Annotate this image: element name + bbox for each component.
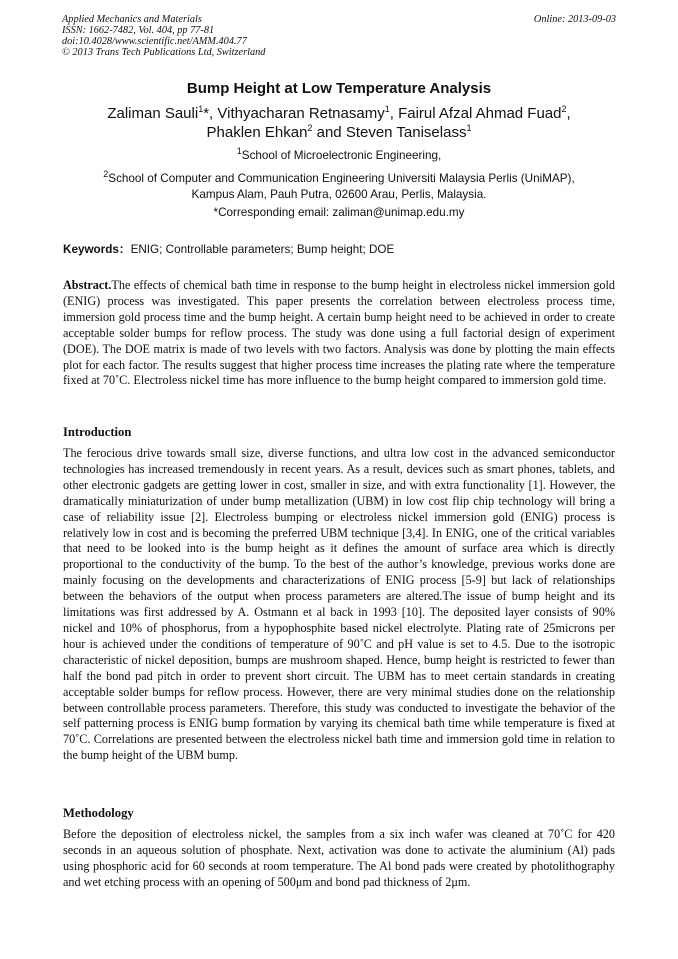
introduction-paragraph: The ferocious drive towards small size, diverse functions, and ultra low cost in the advanced semiconductor technologies has increased tremendously in recent years. As a result, devices such as smart phones, tablets, and other electronic gadgets are getting lower in cost, smaller in size, and with extra functionality [1]. However, the dramatically miniaturization of under bump metallization (UBM) in low cost flip chip technology will bring a case of reliability issue [2]. Electroless bumping or electroless nickel immersion gold (ENIG) process is relatively low in cost and is becoming the preferred UBM technique [3,4]. In ENIG, one of the critical variables that need to be looked into is the bump height as it defines the amount of surface area which is directly proportional to the conductivity of the bump. To the best of the author’s knowledge, previous works done are mainly focusing on the developments and characterizations of ENIG process [5-9] but lack of relationships between the behaviors of the output when process parameters are altered.The issue of bump height and its limitations was first addressed by A. Ostmann et al back in 1993 [10]. The deposited layer consists of 90% nickel and 10% of phosphorus, from a hypophosphite based nickel electrolyte. Plating rate of 25microns per hour is achieved under the conditions of temperature of 90˚C and pH value is set to 4.5. Due to the isotropic characteristic of nickel deposition, bumps are mushroom shaped. Hence, bump height is restricted to fewer than half the bond pad pitch in order to prevent short circuit. The UBM has to meet certain standards in creating acceptable solder bumps for reflow process. However, there are very minimal studies done on the relationship between controllable process parameters. Therefore, this study was conducted to investigate the behavior of the self patterning process is ENIG bump formation by varying its chemical bath time while temperature is fixed at 70˚C. Correlations are presented between the electroless nickel bath time and immersion gold time in relation to the bump height of the UBM bump. [63,446,615,763]
affiliation-2 [40,171,638,203]
corresponding-marker: *, [203,105,218,122]
author-separator: , [566,105,571,122]
author-name: Fairul Afzal Ahmad Fuad [398,105,562,122]
keywords-text: ENIG; Controllable parameters; Bump height; DOE [130,243,395,256]
affiliation-text: School of Computer and Communication Engineering Universiti Malaysia Perlis (UniMAP), [108,172,575,185]
author-list [40,104,638,142]
author-separator: and [312,124,346,141]
online-date: Online: 2013-09-03 [533,14,616,25]
corresponding-email: *Corresponding email: zaliman@unimap.edu.my [213,206,465,219]
affiliation-marker: 2 [103,169,109,180]
journal-issn: ISSN: 1662-7482, Vol. 404, pp 77-81 [62,25,215,36]
paper-title: Bump Height at Low Temperature Analysis [186,80,492,97]
section-heading-introduction: Introduction [63,425,132,439]
affiliation-marker: 1 [198,104,204,114]
affiliation-marker: 1 [384,104,390,114]
keywords-colon: ： [118,243,131,256]
author-name: Vithyacharan Retnasamy [217,105,385,122]
journal-doi: doi:10.4028/www.scientific.net/AMM.404.77 [62,36,247,47]
abstract-paragraph [63,278,615,389]
affiliation-address: Kampus Alam, Pauh Putra, 02600 Arau, Perlis, Malaysia. [191,188,487,201]
journal-copyright: © 2013 Trans Tech Publications Ltd, Switzerland [62,47,266,58]
keywords-label: Keywords [63,243,119,256]
journal-header [62,14,618,58]
section-heading-methodology: Methodology [63,806,134,820]
author-name: Zaliman Sauli [107,105,199,122]
author-separator: , [389,105,399,122]
affiliation-text: School of Microelectronic Engineering, [241,149,442,162]
affiliation-marker: 2 [307,123,313,133]
affiliation-1 [40,148,638,164]
journal-name: Applied Mechanics and Materials [62,14,202,25]
abstract-text: The effects of chemical bath time in response to the bump height in electroless nickel immersion gold (ENIG) process was investigated. This paper presents the correlation between electroless process time, immersion gold process time and the bump height. A certain bump height need to be achieved in order to create acceptable solder bumps for reflow process. The study was done using a full factorial design of experiment (DOE). The DOE matrix is made of two levels with two factors. Analysis was done by plotting the main effects plot for each factor. The results suggest that higher process time increases the plating rate where the temperature fixed at 70˚C. Electroless nickel time has more influence to the bump height compared to immersion gold time. [63,278,615,388]
abstract-label: Abstract. [63,278,112,292]
author-name: Steven Taniselass [345,124,467,141]
methodology-paragraph: Before the deposition of electroless nickel, the samples from a six inch wafer was cleaned at 70˚C for 420 seconds in an aqueous solution of phosphate. Next, activation was done to activate the aluminium (Al) pads using phosphoric acid for 60 seconds at room temperature. The Al bond pads were created by photolithography and wet etching process with an opening of 500μm and bond pad thickness of 2μm. [63,827,615,889]
affiliation-marker: 1 [236,146,242,157]
affiliation-marker: 2 [561,104,567,114]
affiliation-marker: 1 [466,123,472,133]
author-name: Phaklen Ehkan [206,124,308,141]
keywords-line [63,241,619,257]
